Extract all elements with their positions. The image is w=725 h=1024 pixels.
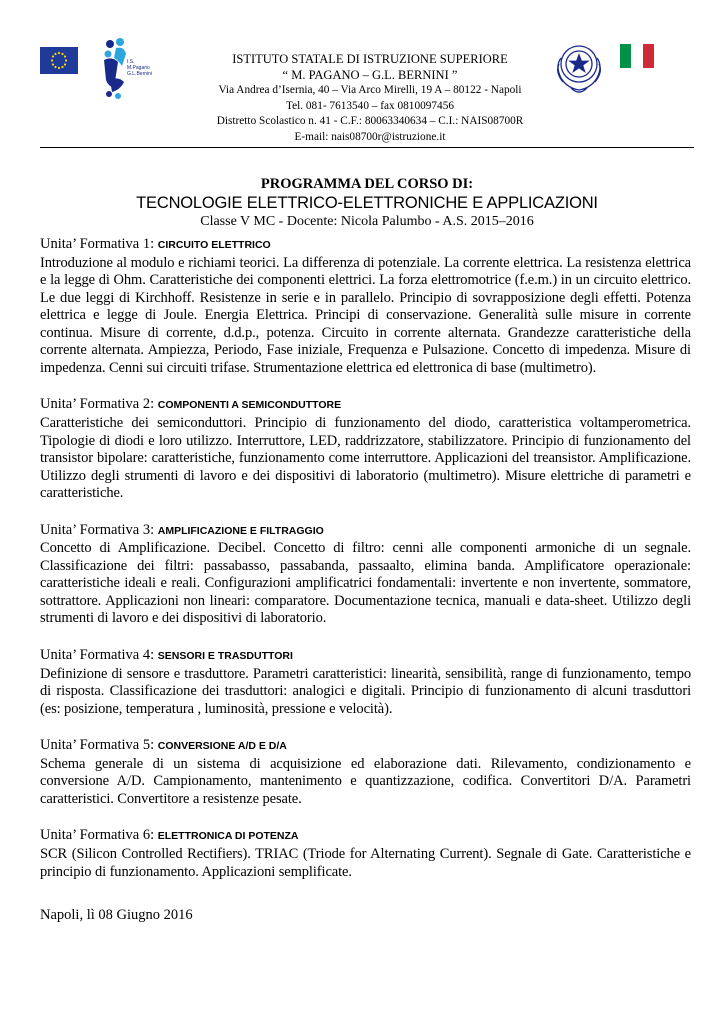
unit-title: AMPLIFICAZIONE E FILTRAGGIO xyxy=(157,524,324,537)
school-name: “ M. PAGANO – G.L. BERNINI ” xyxy=(282,67,458,82)
unit-heading xyxy=(40,647,691,666)
school-address: Via Andrea d’Isernia, 40 – Via Arco Mirelli, 19 A – 80122 - Napoli xyxy=(218,84,522,96)
document-titles xyxy=(40,175,694,230)
unit-6 xyxy=(40,827,691,881)
unit-heading xyxy=(40,236,691,255)
letterhead xyxy=(0,0,725,150)
unit-heading xyxy=(40,737,691,756)
header-divider xyxy=(40,147,694,148)
eu-flag-icon xyxy=(40,47,78,74)
institute-name: ISTITUTO STATALE DI ISTRUZIONE SUPERIORE xyxy=(232,52,508,66)
institute-info xyxy=(150,52,590,145)
unit-title: CIRCUITO ELETTRICO xyxy=(157,239,271,251)
unit-heading xyxy=(40,522,691,541)
unit-body: Concetto di Amplificazione. Decibel. Concetto di filtro: cenni alle componenti armoniche di un segnale. Classificazione dei filtri: passabasso, passabanda, passaalto, elimina banda. Amplificatore operazionale: caratteristiche ideali e reali. Configurazioni amplificatrici fondamentali: invertente e non invertente, sommatore, sottrattore. Applicazioni non lineari: comparatore. Documentazione tecnica, manuali e data-sheet. Utilizzo degli strumenti di lavoro e dei dispositivi di laboratorio. xyxy=(40,540,691,627)
place-date: Napoli, lì 08 Giugno 2016 xyxy=(40,907,193,923)
unit-label: Unita’ Formativa 2: xyxy=(40,396,155,413)
unit-title: CONVERSIONE A/D E D/A xyxy=(157,740,287,753)
logo-text-1: I.S. xyxy=(127,59,135,65)
unit-body: Caratteristiche dei semiconduttori. Principio di funzionamento del diodo, caratteristica voltamperometrica. Tipologie di diodi e loro utilizzo. Interruttore, LED, raddrizzatore, stabilizzatore. Principio di funzionamento del transistor bipolare: caratteristiche, funzionamento come interruttore. Applicazioni del treansistor. Amplificazione. Utilizzo degli strumenti di lavoro e dei dispositivi di laboratorio (multimetro). Misure elettriche di parametri e caratteristiche. xyxy=(40,415,691,502)
italian-flag-icon xyxy=(620,44,654,68)
unit-label: Unita’ Formativa 1: xyxy=(40,236,155,252)
unit-title: COMPONENTI A SEMICONDUTTORE xyxy=(157,399,342,412)
unit-2 xyxy=(40,396,691,502)
unit-title: SENSORI E TRASDUTTORI xyxy=(157,649,293,662)
school-phone: Tel. 081- 7613540 – fax 0810097456 xyxy=(285,99,454,112)
class-info: Classe V MC - Docente: Nicola Palumbo - A.S. 2015–2016 xyxy=(200,214,534,229)
unit-label: Unita’ Formativa 3: xyxy=(40,521,155,538)
school-district: Distretto Scolastico n. 41 - C.F.: 80063340634 – C.I.: NAIS08700R xyxy=(216,115,524,127)
unit-body: Introduzione al modulo e richiami teorici. La differenza di potenziale. La corrente elettrica. La resistenza elettrica e la legge di Ohm. Caratteristiche dei componenti elettrici. La forza elettromotrice (f.e.m.) in un circuito elettrico. Le due leggi di Kirchhoff. Resistenze in serie e in parallelo. Principio di sovrapposizione degli effetti. Potenza elettrica e legge di Joule. Energia Elettrica. Principi di conservazione. Generalità sulle misure in corrente continua. Misure di corrente, d.d.p., potenza. Circuito in corrente alternata. Grandezze caratteristiche della corrente alternata. Ampiezza, Periodo, Fase iniziale, Frequenza e Pulsazione. Concetto di impedenza. Misure di impedenza. Cenni sui circuiti trifase. Strumentazione elettrica ed elettronica di base (multimetro). xyxy=(40,254,691,376)
unit-4 xyxy=(40,647,691,718)
unit-heading xyxy=(40,827,691,846)
unit-body: SCR (Silicon Controlled Rectifiers). TRIAC (Triode for Alternating Current). Segnale di Gate. Caratteristiche e principio di funzionamento. Applicazioni semplificate. xyxy=(40,846,691,880)
unit-label: Unita’ Formativa 5: xyxy=(40,737,155,754)
units-list xyxy=(40,236,691,900)
unit-body: Schema generale di un sistema di acquisizione ed elaborazione dati. Rilevamento, condizionamento e conversione A/D. Campionamento, mantenimento e quantizzazione, codifica. Convertitori D/A. Parametri caratteristici. Convertitore a resistenze pesate. xyxy=(40,755,691,807)
unit-label: Unita’ Formativa 4: xyxy=(40,646,155,663)
unit-3 xyxy=(40,522,691,628)
italian-emblem-icon xyxy=(553,36,605,98)
course-title: TECNOLOGIE ELETTRICO-ELETTRONICHE E APPLICAZIONI xyxy=(136,194,598,212)
unit-5 xyxy=(40,737,691,808)
unit-body: Definizione di sensore e trasduttore. Parametri caratteristici: linearità, sensibilità, range di funzionamento, tempo di risposta. Classificazione dei trasduttori: analogici e digitali. Principio di funzionamento di alcuni trasduttori (es: posizione, temperatura , luminosità, pressione e velocità). xyxy=(40,665,691,717)
program-heading: PROGRAMMA DEL CORSO DI: xyxy=(260,176,474,192)
unit-1 xyxy=(40,236,691,377)
logo-text-3: G.L.Bernini xyxy=(127,71,153,77)
logo-text-2: M.Pagano xyxy=(127,65,150,71)
unit-heading xyxy=(40,396,691,415)
unit-label: Unita’ Formativa 6: xyxy=(40,827,155,844)
school-email: E-mail: nais08700r@istruzione.it xyxy=(294,130,446,143)
unit-title: ELETTRONICA DI POTENZA xyxy=(157,830,299,843)
